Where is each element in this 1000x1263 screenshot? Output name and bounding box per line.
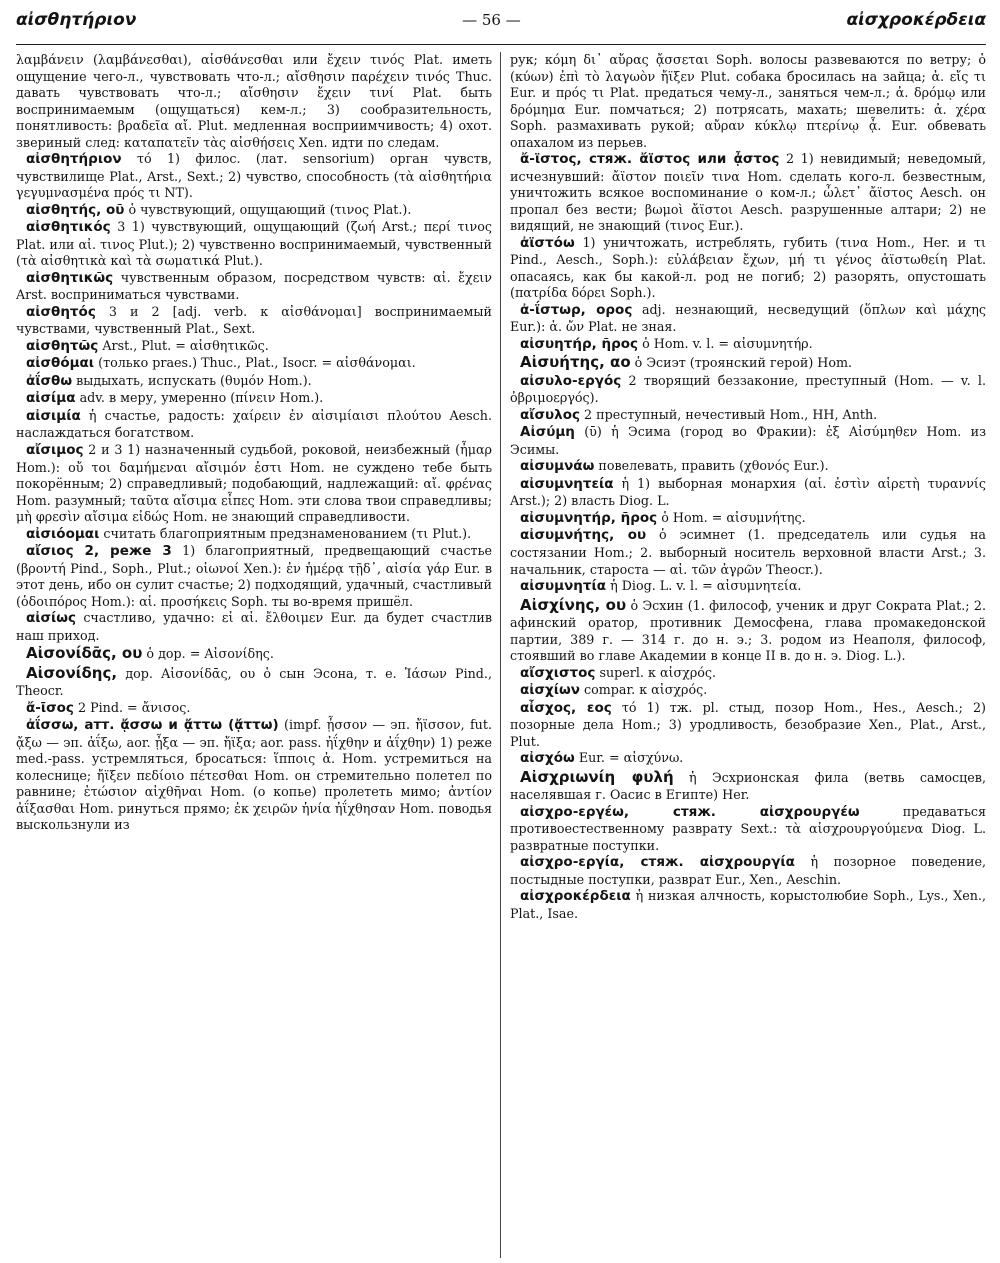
dictionary-entry xyxy=(16,373,492,391)
dictionary-entry xyxy=(510,700,986,751)
entry-definition: Arst., Plut. = αἰσθητικῶς. xyxy=(102,337,269,353)
entry-headword: αἰσθητός xyxy=(26,303,96,320)
entry-definition: compar. к αἰσχρός. xyxy=(584,682,708,698)
entry-headword: αἰσυμνητεία xyxy=(520,475,614,492)
entry-definition: adj. незнающий, несведущий (ὅπλων καὶ μάχης Eur.): ἀ. ὤν Plat. не зная. xyxy=(510,301,986,335)
entry-definition: 1) благоприятный, предвещающий счастье (βροντή Pind., Soph., Plut.; οἰωνοί Xen.): ἐν ἡμέρᾳ τῇδ᾽, αἰσία γάρ Eur. в этот день, ибо он сулит счастье; 2) подходящий, удачный, счастливый (ὁδοιπόρος Hom.): αἰ. προσήκεις Soph. ты во-время пришёл. xyxy=(16,543,492,609)
dictionary-entry xyxy=(16,442,492,526)
entry-headword: αἰσθητικῶς xyxy=(26,269,114,286)
entry-headword: αἰσθητικός xyxy=(26,219,111,236)
right-column xyxy=(501,52,986,1258)
entry-definition: ὁ Эсхин (1. философ, ученик и друг Сократа Plat.; 2. афинский оратор, противник Демосфена, глава промакедонской партии, 389 г. — 314 г. до н. э.; 3. родом из Неаполя, философ, стоявший во главе Академии в конце II в. до н. э. Diog. L.). xyxy=(510,597,986,664)
entry-headword: αἴσχιστος xyxy=(520,664,596,681)
entry-headword: αἰσιόομαι xyxy=(26,525,100,542)
entry-headword: ἀΐσθω xyxy=(26,372,73,389)
entry-headword: αἰσχρο-εργέω, стяж. αἰσχρουργέω xyxy=(520,803,860,820)
entry-headword: αἰσυμνητήρ, ῆρος xyxy=(520,509,658,526)
entry-definition: λαμβάνειν (λαμβάνεσθαι), αἰσθάνεσθαι или ἔχειν τινός Plat. иметь ощущение чего-л., чувствовать что-л.; αἴσθησιν παρέχειν τινός Thuc. давать чувствовать что-л.; αἴσθησιν ἔχειν τινί Plat. быть воспринимаемым (ощущаться) кем-л.; 3) сообразительность, понятливость: βραδεῖα αἴ. Plut. медленная восприимчивость; 4) охот. звериный след: καταπατεῖν τὰς αἰσθήσεις Xen. идти по следам. xyxy=(16,52,492,150)
entry-definition: ὁ Эсиэт (троянский герой) Hom. xyxy=(634,355,853,371)
dictionary-entry xyxy=(16,202,492,220)
dictionary-entry xyxy=(510,458,986,476)
entry-headword: αἰσθητής, οῦ xyxy=(26,201,125,218)
entry-definition: 2 преступный, нечестивый Hom., HH, Anth. xyxy=(584,406,878,422)
dictionary-entry xyxy=(510,52,986,151)
entry-definition: предаваться противоестественному разврату Sext.: τὰ αἰσχρουργούμενα Diog. L. развратные поступки. xyxy=(510,803,986,853)
entry-headword: Αἰσύμη xyxy=(520,424,575,441)
entry-headword: αἶσχος, εος xyxy=(520,699,612,716)
dictionary-entry xyxy=(16,526,492,544)
entry-headword: αἰσχροκέρδεια xyxy=(520,888,631,905)
entry-definition: (impf. ᾖσσον — эп. ἤϊσσον, fut. ᾄξω — эп. ἀΐξω, aor. ᾖξα — эп. ἤϊξα; aor. pass. ἠΐχθην и ἀΐχθην) 1) реже med.-pass. устремляться, бросаться: ἵπποις ἀ. Hom. устремиться на колеснице; ἤϊξεν πεδίοιο πέτεσθαι Hom. он стремительно полетел по равнине; ἐτώσιον αἰχθῆναι Hom. (о копье) пролететь мимо; ἀντίον ἀΐξασθαι Hom. ринуться прямо; ἐκ χειρῶν ἡνία ἠΐχθησαν Hom. поводья выскользнули из xyxy=(16,717,492,833)
dictionary-entry xyxy=(16,408,492,442)
page-number: — 56 — xyxy=(462,11,521,29)
columns xyxy=(16,52,986,1258)
header-last-word: αἰσχροκέρδεια xyxy=(846,10,986,30)
dictionary-entry xyxy=(16,338,492,356)
dictionary-entry xyxy=(16,543,492,610)
entry-definition: дор. Αἰσονίδᾱς, ου ὁ сын Эсона, т. е. Ἰάσων Pind., Theocr. xyxy=(16,665,492,699)
dictionary-entry xyxy=(510,302,986,336)
dictionary-entry xyxy=(16,151,492,202)
dictionary-entry xyxy=(510,235,986,302)
dictionary-entry xyxy=(510,578,986,596)
dictionary-entry xyxy=(510,510,986,528)
entry-definition: τό 1) филос. (лат. sensorium) орган чувств, чувствилище Plat., Arst., Sext.; 2) чувство, способность (τὰ αἰσθητήρια γεγυμνασμένα πρός τι NT). xyxy=(16,151,492,201)
dictionary-entry xyxy=(16,700,492,718)
entry-definition: счастливо, удачно: εἰ αἰ. ἔλθοιμεν Eur. да будет счастлив наш приход. xyxy=(16,610,492,643)
entry-headword: ἀΐσσω, атт. ᾄσσω и ᾄττω (ᾄττω) xyxy=(26,717,279,734)
entry-definition: ἡ позорное поведение, постыдные поступки, разврат Eur., Xen., Aeschin. xyxy=(510,854,986,887)
entry-headword: Αἰσονίδης, xyxy=(26,663,118,682)
entry-headword: ἄ-ϊστος, стяж. ἄϊστος или ᾆστος xyxy=(520,151,780,167)
entry-definition: 3 1) чувствующий, ощущающий (ζωή Arst.; περί τινος Plat. или αἰ. τινος Plut.); 2) чувственно воспринимаемый, чувственный (τὰ αἰσθητικὰ καὶ τὰ σωματικά Plut.). xyxy=(16,219,492,269)
dictionary-entry xyxy=(510,888,986,922)
entry-definition: adv. в меру, умеренно (πίνειν Hom.). xyxy=(79,390,324,406)
entry-definition: ὁ чувствующий, ощущающий (τινος Plat.). xyxy=(128,201,412,217)
entry-definition: ἡ Эсхрионская фила (ветвь самосцев, населявшая г. Оасис в Египте) Her. xyxy=(510,769,986,803)
entry-headword: αἰσθητήριον xyxy=(26,151,122,167)
entry-headword: αἴσιμος xyxy=(26,441,84,458)
entry-definition: ὁ Hom. v. l. = αἰσυμνητήρ. xyxy=(642,335,813,351)
dictionary-entry xyxy=(16,355,492,373)
dictionary-entry xyxy=(16,304,492,338)
entry-headword: αἰσυλο-εργός xyxy=(520,372,622,389)
dictionary-entry xyxy=(510,424,986,458)
page-header xyxy=(16,10,986,45)
entry-definition: ὁ эсимнет (1. председатель или судья на состязании Hom.; 2. выборный носитель верховной власти Arst.; 3. начальник, староста — αἰ. τῶν ἀγρῶν Theocr.). xyxy=(510,527,986,577)
dictionary-entry xyxy=(510,854,986,888)
entry-definition: ἡ счастье, радость: χαίρειν ἐν αἰσιμίαισι πλούτου Aesch. наслаждаться богатством. xyxy=(16,407,492,441)
dictionary-entry xyxy=(510,373,986,407)
entry-headword: Αἰσχριωνίη φυλή xyxy=(520,767,674,786)
dictionary-entry xyxy=(510,151,986,235)
dictionary-entry xyxy=(510,768,986,804)
left-column xyxy=(16,52,501,1258)
entry-headword: αἰσίμα xyxy=(26,390,76,407)
entry-definition: 2 творящий беззаконие, преступный (Hom. — v. l. ὀβριμοεργός). xyxy=(510,372,986,406)
entry-definition: чувственным образом, посредством чувств: αἰ. ἔχειν Arst. восприниматься чувствами. xyxy=(16,269,492,303)
entry-headword: αἰσυητήρ, ῆρος xyxy=(520,335,639,352)
entry-headword: αἰσχρο-εργία, стяж. αἰσχρουργία xyxy=(520,854,795,871)
entry-definition: 2 1) невидимый; неведомый, исчезнувший: ἄϊστον ποιεῖν τινα Hom. сделать кого-л. безвестным, уничтожить всякое воспоминание о ком-л.; ὦλετ᾽ ἄϊστος Aesch. он пропал без вести; βωμοὶ ἄϊστοι Aesch. разрушенные алтари; 2) не видящий, не знающий (τινος Eur.). xyxy=(510,151,986,234)
entry-definition: выдыхать, испускать (θυμόν Hom.). xyxy=(76,372,312,388)
dictionary-entry xyxy=(16,717,492,834)
dictionary-entry xyxy=(510,665,986,683)
entry-headword: ἄ-ῑσος xyxy=(26,699,74,716)
entry-headword: αἰσυμνήτης, ου xyxy=(520,527,647,544)
entry-definition: (только praes.) Thuc., Plat., Isocr. = αἰσθάνομαι. xyxy=(98,355,416,371)
entry-headword: αἴσιος 2, реже 3 xyxy=(26,543,172,560)
entry-definition: ἡ 1) выборная монархия (αἰ. ἐστὶν αἱρετὴ τυραννίς Arst.); 2) власть Diog. L. xyxy=(510,475,986,509)
entry-definition: superl. к αἰσχρός. xyxy=(599,664,717,680)
entry-headword: Αἰσυήτης, αο xyxy=(520,353,631,372)
entry-headword: αἴσυλος xyxy=(520,406,580,423)
entry-headword: αἰσυμνάω xyxy=(520,458,595,475)
dictionary-entry xyxy=(510,527,986,578)
entry-headword: αἰσθόμαι xyxy=(26,355,95,372)
entry-definition: ἡ Diog. L. v. l. = αἰσυμνητεία. xyxy=(610,578,802,594)
dictionary-entry xyxy=(510,407,986,425)
dictionary-entry xyxy=(16,270,492,304)
dictionary-entry xyxy=(16,664,492,700)
dictionary-entry xyxy=(16,644,492,664)
entry-headword: αἰσχόω xyxy=(520,750,575,767)
entry-definition: Eur. = αἰσχύνω. xyxy=(578,750,684,766)
entry-definition: повелевать, править (χθονός Eur.). xyxy=(598,458,829,474)
dictionary-entry xyxy=(510,596,986,665)
entry-definition: 2 и 3 1) назначенный судьбой, роковой, неизбежный (ἦμαρ Hom.): οὔ τοι δαμήμεναι αἴσιμόν ἐστι Hom. не суждено тебе быть покорённым; 2) справедливый; подобающий, надлежащий: αἴ. φρένας Hom. разумный; ταῦτα αἴσιμα εἶπες Hom. эти слова твои справедливы; μὴ φρεσὶν αἴσιμα εἰδώς Hom. не знающий справедливости. xyxy=(16,441,492,525)
entry-definition: (ῡ) ἡ Эсима (город во Фракии): ἐξ Αἰσύμηθεν Hom. из Эсимы. xyxy=(510,424,986,457)
dictionary-entry xyxy=(510,682,986,700)
dictionary-entry xyxy=(16,219,492,270)
entry-headword: ἀϊστόω xyxy=(520,234,575,251)
dictionary-entry xyxy=(16,390,492,408)
dictionary-entry xyxy=(510,353,986,373)
entry-headword: αἰσίως xyxy=(26,610,77,627)
entry-headword: ἀ-ΐστωρ, ορος xyxy=(520,301,633,318)
entry-headword: αἰσυμνητία xyxy=(520,578,607,595)
header-first-word: αἰσθητήριον xyxy=(16,10,137,30)
entry-definition: 3 и 2 [adj. verb. к αἰσθάνομαι] воспринимаемый чувствами, чувственный Plat., Sext. xyxy=(16,303,492,337)
dictionary-entry xyxy=(16,52,492,151)
entry-definition: 1) уничтожать, истреблять, губить (τινα Hom., Her. и τι Pind., Aesch., Soph.): εὐλάβειαν ἔχων, μή τι γένος ἀϊστωθείη Plat. опасаясь, как бы какой-л. род не погиб; 2) разорять, опустошать (πατρίδα δόρει Soph.). xyxy=(510,234,986,301)
dictionary-entry xyxy=(16,610,492,644)
entry-headword: Αἰσονίδᾱς, ου xyxy=(26,644,143,663)
entry-definition: рук; κόμη δι᾽ αὔρας ᾄσσεται Soph. волосы развеваются по ветру; ὁ (κύων) ἐπὶ τὸ λαγωὸν ἤϊξεν Plut. собака бросилась на зайца; ἀ. εἴς τι Eur. и πρός τι Plat. предаться чему-л., заняться чем-л.; ἀ. δρόμῳ или δρόμημα Eur. помчаться; 2) потрясать, махать; шевелить: ἀ. χέρα Soph. размахивать рукой; αὔραν κύκλῳ πτερίνῳ ᾆ. Eur. обвевать опахалом из перьев. xyxy=(510,52,986,150)
entry-headword: Αἰσχίνης, ου xyxy=(520,595,627,614)
entry-headword: αἰσθητῶς xyxy=(26,337,99,354)
dictionary-entry xyxy=(510,804,986,855)
dictionary-entry xyxy=(510,476,986,510)
entry-definition: 2 Pind. = ἄνισος. xyxy=(77,699,191,715)
entry-headword: αἰσιμία xyxy=(26,407,81,424)
entry-definition: ἡ низкая алчность, корыстолюбие Soph., Lys., Xen., Plat., Isae. xyxy=(510,888,986,921)
entry-definition: ὁ дор. = Αἰσονίδης. xyxy=(146,646,274,662)
entry-headword: αἰσχίων xyxy=(520,682,580,699)
entry-definition: ὁ Hom. = αἰσυμνήτης. xyxy=(661,509,806,525)
dictionary-entry xyxy=(510,750,986,768)
dictionary-entry xyxy=(510,336,986,354)
entry-definition: считать благоприятным предзнаменованием (τι Plut.). xyxy=(103,525,472,541)
entry-definition: τό 1) тж. pl. стыд, позор Hom., Hes., Aesch.; 2) позорные дела Hom.; 3) уродливость, безобразие Xen., Plat., Arst., Plut. xyxy=(510,699,986,749)
